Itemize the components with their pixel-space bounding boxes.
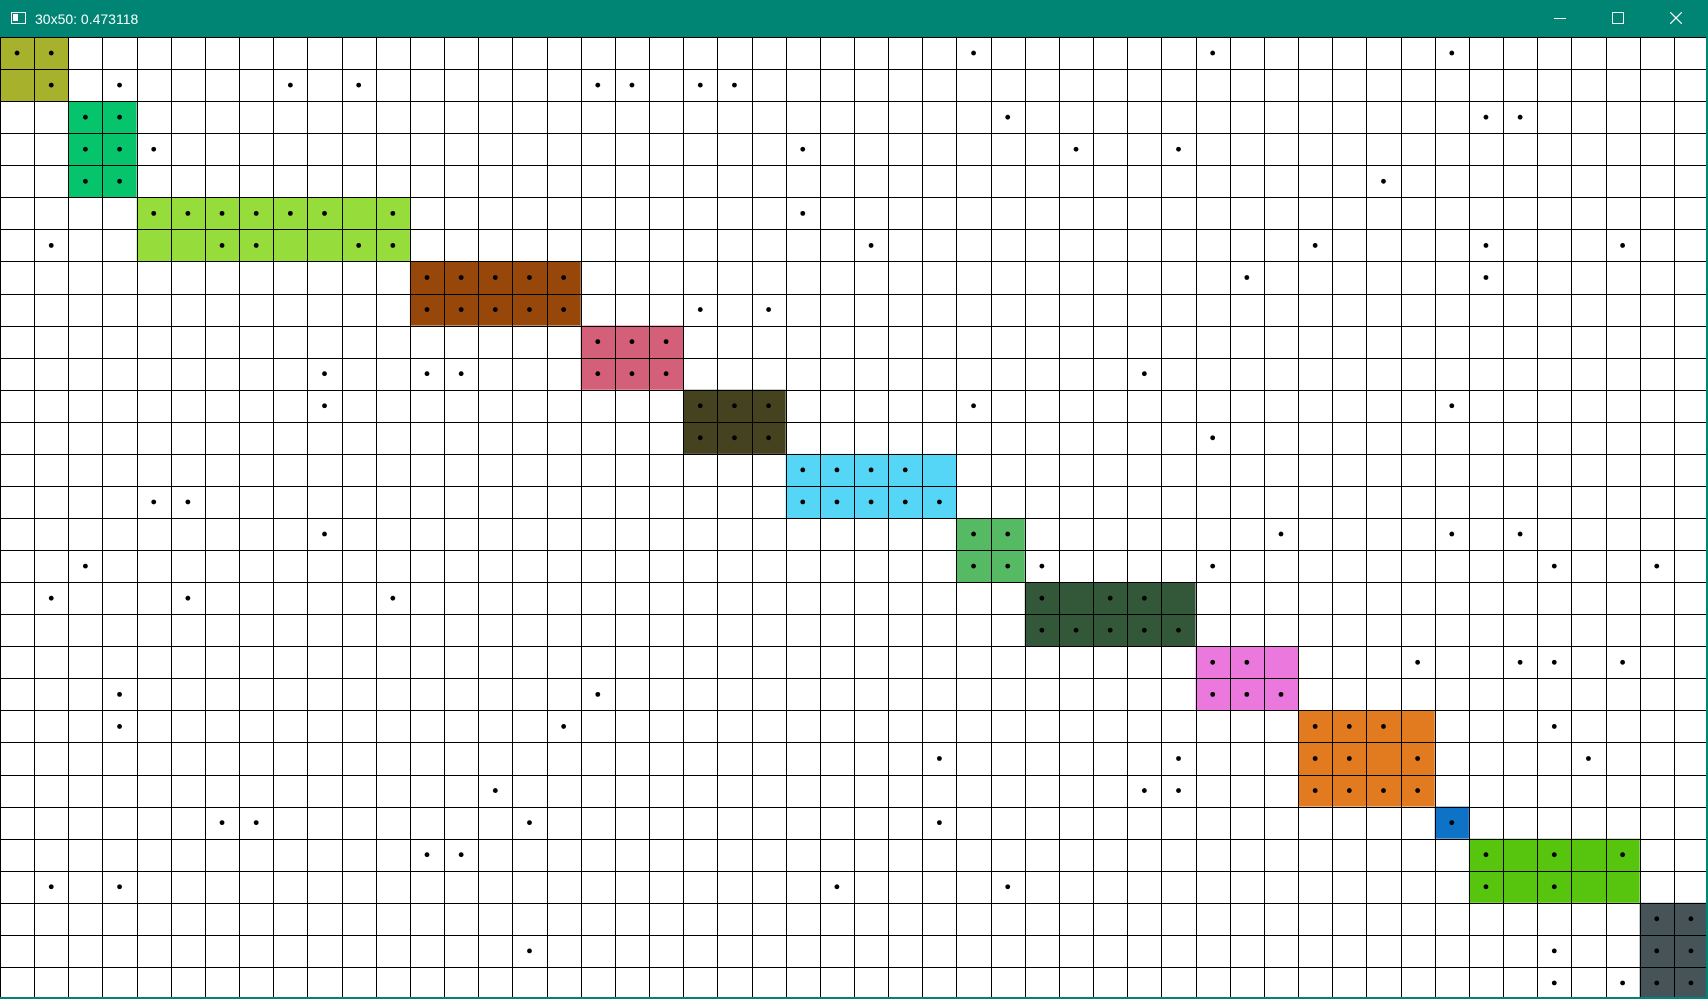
cell-dot <box>425 852 430 857</box>
cell-dot <box>117 147 122 152</box>
cell-dot <box>254 211 259 216</box>
cell-dot <box>49 83 54 88</box>
cell-dot <box>322 403 327 408</box>
title-bar[interactable] <box>0 0 1708 37</box>
cell-dot <box>1313 756 1318 761</box>
cell-dot <box>1142 628 1147 633</box>
cell-dot <box>527 949 532 954</box>
cell-dot <box>698 403 703 408</box>
cell-dot <box>664 339 669 344</box>
cell-dot <box>1449 532 1454 537</box>
cell-dot <box>356 243 361 248</box>
cell-dot <box>1347 724 1352 729</box>
cell-dot <box>1244 692 1249 697</box>
cell-dot <box>1039 628 1044 633</box>
cell-dot <box>254 243 259 248</box>
cell-dot <box>1074 628 1079 633</box>
cell-dot <box>835 884 840 889</box>
cell-dot <box>800 147 805 152</box>
cell-dot <box>1244 660 1249 665</box>
maximize-button[interactable] <box>1589 0 1647 37</box>
cell-dot <box>1176 628 1181 633</box>
cell-dot <box>288 83 293 88</box>
cell-dot <box>117 724 122 729</box>
cell-dot <box>1552 981 1557 986</box>
cell-dot <box>1689 981 1694 986</box>
cell-dot <box>459 307 464 312</box>
cell-dot <box>322 532 327 537</box>
cell-dot <box>527 820 532 825</box>
cell-dot <box>937 500 942 505</box>
cell-dot <box>1552 724 1557 729</box>
cell-dot <box>869 468 874 473</box>
cell-dot <box>459 275 464 280</box>
cell-dot <box>1210 51 1215 56</box>
cell-dot <box>1039 596 1044 601</box>
cell-dot <box>1449 820 1454 825</box>
cell-dot <box>595 371 600 376</box>
cell-dot <box>220 243 225 248</box>
cell-dot <box>1005 115 1010 120</box>
cell-dot <box>869 500 874 505</box>
cell-dot <box>869 243 874 248</box>
cell-dot <box>595 339 600 344</box>
cell-dot <box>1176 147 1181 152</box>
cell-dot <box>459 371 464 376</box>
cell-dot <box>1654 981 1659 986</box>
cell-dot <box>254 820 259 825</box>
cell-dot <box>630 339 635 344</box>
cell-dot <box>390 211 395 216</box>
cell-dot <box>1449 51 1454 56</box>
cell-dot <box>630 83 635 88</box>
cell-dot <box>937 756 942 761</box>
cell-dot <box>117 83 122 88</box>
cell-dot <box>117 884 122 889</box>
cell-dot <box>459 852 464 857</box>
cell-dot <box>800 500 805 505</box>
cell-dot <box>220 820 225 825</box>
cell-dot <box>1654 916 1659 921</box>
cell-dot <box>698 435 703 440</box>
cell-dot <box>1654 949 1659 954</box>
cell-dot <box>1279 692 1284 697</box>
cell-dot <box>1484 275 1489 280</box>
cell-dot <box>937 820 942 825</box>
cell-dot <box>800 468 805 473</box>
cell-dot <box>1005 532 1010 537</box>
cell-dot <box>1689 916 1694 921</box>
cell-dot <box>185 211 190 216</box>
cell-dot <box>1620 660 1625 665</box>
cell-dot <box>1552 884 1557 889</box>
color-block-14 <box>1640 903 1708 999</box>
cell-dot <box>1005 884 1010 889</box>
cell-dot <box>971 564 976 569</box>
cell-dot <box>288 211 293 216</box>
cell-dot <box>1313 788 1318 793</box>
cell-dot <box>1552 949 1557 954</box>
cell-dot <box>1654 564 1659 569</box>
cell-dot <box>1484 115 1489 120</box>
cell-dot <box>1039 564 1044 569</box>
cell-dot <box>1176 756 1181 761</box>
cell-dot <box>1108 628 1113 633</box>
cell-dot <box>1449 403 1454 408</box>
cell-dot <box>1142 788 1147 793</box>
cell-dot <box>630 371 635 376</box>
color-block-6 <box>683 390 785 454</box>
cell-dot <box>1552 564 1557 569</box>
maximize-icon <box>1612 12 1624 24</box>
cell-dot <box>595 692 600 697</box>
cell-dot <box>1142 596 1147 601</box>
cell-dot <box>1210 692 1215 697</box>
cell-dot <box>1620 243 1625 248</box>
cell-dot <box>561 724 566 729</box>
cell-dot <box>1518 660 1523 665</box>
cell-dot <box>732 83 737 88</box>
cell-dot <box>83 564 88 569</box>
cell-dot <box>1347 756 1352 761</box>
cell-dot <box>1620 981 1625 986</box>
cell-dot <box>698 83 703 88</box>
window-title: 30x50: 0.473118 <box>35 11 139 27</box>
grid-svg <box>0 37 1708 999</box>
cell-dot <box>527 275 532 280</box>
color-block-5 <box>581 326 683 390</box>
color-block-13 <box>1469 839 1640 903</box>
cell-dot <box>185 500 190 505</box>
cell-dot <box>732 435 737 440</box>
cell-dot <box>1005 564 1010 569</box>
cell-dot <box>356 83 361 88</box>
cell-dot <box>835 500 840 505</box>
cell-dot <box>903 468 908 473</box>
cell-dot <box>1279 532 1284 537</box>
cell-dot <box>390 596 395 601</box>
cell-dot <box>151 211 156 216</box>
cell-dot <box>1313 243 1318 248</box>
cell-dot <box>1210 564 1215 569</box>
cell-dot <box>1381 788 1386 793</box>
cell-dot <box>1620 852 1625 857</box>
cell-dot <box>83 179 88 184</box>
cell-dot <box>1142 371 1147 376</box>
cell-dot <box>595 83 600 88</box>
cell-dot <box>1176 788 1181 793</box>
cell-dot <box>1381 179 1386 184</box>
cell-dot <box>800 211 805 216</box>
close-icon <box>1670 12 1682 24</box>
cell-dot <box>83 115 88 120</box>
color-block-4 <box>410 261 581 325</box>
cell-dot <box>835 468 840 473</box>
cell-dot <box>1552 660 1557 665</box>
cell-dot <box>1518 115 1523 120</box>
cell-dot <box>1313 724 1318 729</box>
cell-dot <box>1484 884 1489 889</box>
cell-dot <box>49 51 54 56</box>
cell-dot <box>664 371 669 376</box>
cell-dot <box>493 275 498 280</box>
cell-dot <box>390 243 395 248</box>
cell-dot <box>117 692 122 697</box>
cell-dot <box>151 500 156 505</box>
cell-dot <box>322 211 327 216</box>
cell-dot <box>1415 756 1420 761</box>
cell-dot <box>1484 852 1489 857</box>
cell-dot <box>1415 788 1420 793</box>
cell-dot <box>1518 532 1523 537</box>
close-button[interactable] <box>1647 0 1705 37</box>
cell-dot <box>561 275 566 280</box>
cell-dot <box>903 500 908 505</box>
cell-dot <box>698 307 703 312</box>
cell-dot <box>425 307 430 312</box>
cell-dot <box>151 147 156 152</box>
cell-dot <box>1689 949 1694 954</box>
cell-dot <box>1074 147 1079 152</box>
cell-dot <box>220 211 225 216</box>
cell-dot <box>49 884 54 889</box>
console-app-icon <box>11 12 26 24</box>
cell-dot <box>732 403 737 408</box>
cell-dot <box>49 243 54 248</box>
cell-dot <box>493 307 498 312</box>
cell-dot <box>15 51 20 56</box>
cell-dot <box>1108 596 1113 601</box>
cell-dot <box>971 403 976 408</box>
cell-dot <box>1210 660 1215 665</box>
cell-dot <box>117 179 122 184</box>
cell-dot <box>527 307 532 312</box>
cell-dot <box>322 371 327 376</box>
cell-dot <box>425 371 430 376</box>
cell-dot <box>1381 724 1386 729</box>
cell-dot <box>1586 756 1591 761</box>
cell-dot <box>493 788 498 793</box>
cell-dot <box>1347 788 1352 793</box>
cell-dot <box>1210 435 1215 440</box>
minimize-icon <box>1554 12 1566 24</box>
cell-dot <box>1552 852 1557 857</box>
color-block-7 <box>786 454 957 518</box>
cell-dot <box>766 403 771 408</box>
cell-dot <box>971 51 976 56</box>
grid-canvas[interactable] <box>0 37 1708 999</box>
cell-dot <box>83 147 88 152</box>
cell-dot <box>766 435 771 440</box>
cell-dot <box>1484 243 1489 248</box>
cell-dot <box>971 532 976 537</box>
cell-dot <box>117 115 122 120</box>
cell-dot <box>49 596 54 601</box>
minimize-button[interactable] <box>1531 0 1589 37</box>
cell-dot <box>1244 275 1249 280</box>
cell-dot <box>766 307 771 312</box>
cell-dot <box>185 596 190 601</box>
cell-dot <box>1415 660 1420 665</box>
cell-dot <box>425 275 430 280</box>
cell-dot <box>561 307 566 312</box>
